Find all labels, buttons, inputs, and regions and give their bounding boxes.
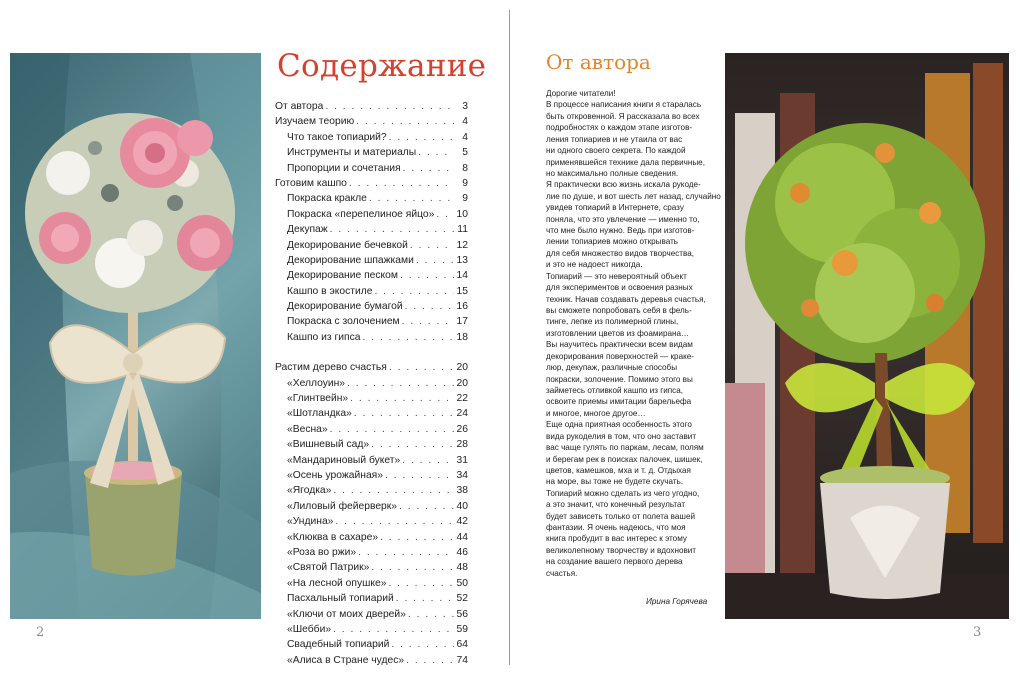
toc-entry-label: «Ягодка» (287, 485, 332, 497)
contents-title: Содержание (277, 48, 487, 84)
toc-entry (275, 376, 468, 391)
toc-leader-dots (405, 299, 454, 314)
toc-entry (275, 453, 468, 468)
topiary-rose-photo (10, 53, 261, 619)
toc-entry-page: 20 (456, 362, 468, 374)
toc-entry (275, 130, 468, 145)
toc-entry-label: Покраска кракле (287, 193, 367, 205)
toc-entry-page: 14 (456, 270, 468, 282)
author-text-line: вы сможете попробовать себя в фель- (546, 306, 692, 316)
toc-leader-dots (362, 330, 454, 345)
toc-entry-label: Что такое топиарий? (287, 131, 387, 143)
toc-entry-label: «Шотландка» (287, 408, 352, 420)
author-signature: Ирина Горячева (646, 597, 708, 606)
author-text-line: для экспериментов и освоения разных (546, 283, 693, 293)
book-gutter (509, 10, 510, 665)
toc-leader-dots (396, 591, 454, 606)
toc-entry-page: 59 (456, 623, 468, 635)
toc-entry-label: «Святой Патрик» (287, 562, 370, 574)
toc-entry-page: 50 (456, 577, 468, 589)
author-text-line: Топиарий — это невероятный объект (546, 271, 687, 281)
toc-leader-dots (330, 422, 454, 437)
toc-leader-dots (333, 483, 454, 498)
toc-entry-label: Растим дерево счастья (275, 362, 387, 374)
toc-entry (275, 268, 468, 283)
author-text-line: ни одного своего секрета. По каждой (546, 146, 686, 156)
toc-leader-dots (418, 145, 454, 160)
toc-entry (275, 114, 468, 129)
toc-entry-label: «Клюква в сахаре» (287, 531, 379, 543)
author-text-line: лие по душе, и вот шесть лет назад, случайно (546, 191, 721, 201)
toc-entry-label: Инструменты и материалы (287, 147, 417, 159)
toc-entry-page: 46 (456, 546, 468, 558)
toc-entry-page: 22 (456, 393, 468, 405)
author-text-line: быть откровенной. Я рассказала во всех (546, 111, 700, 121)
author-text-line: освоите приемы имитации барельефа (546, 397, 692, 407)
toc-entry-label: «Алиса в Стране чудес» (287, 654, 405, 666)
toc-leader-dots (385, 468, 454, 483)
toc-leader-dots (403, 161, 454, 176)
toc-entry (275, 222, 468, 237)
author-text-line: и многое, многое другое… (546, 408, 646, 418)
toc-entry-page: 9 (462, 193, 468, 205)
toc-entry-page: 15 (456, 285, 468, 297)
author-text-line: на создание вашего первого дерева (546, 557, 683, 567)
toc-entry-label: «Весна» (287, 423, 328, 435)
toc-entry-page: 5 (462, 147, 468, 159)
toc-leader-dots (349, 176, 454, 191)
toc-entry-label: Покраска «перепелиное яйцо» (287, 208, 435, 220)
toc-leader-dots (389, 360, 454, 375)
toc-entry (275, 284, 468, 299)
toc-leader-dots (356, 114, 454, 129)
toc-entry-label: «Вишневый сад» (287, 439, 370, 451)
toc-leader-dots (400, 268, 454, 283)
toc-entry-page: 3 (462, 101, 468, 112)
toc-entry (275, 314, 468, 329)
toc-entry-page: 31 (456, 454, 468, 466)
toc-entry-label: Декорирование бумагой (287, 301, 403, 313)
toc-entry (275, 560, 468, 575)
toc-leader-dots (325, 99, 454, 114)
toc-entry-page: 24 (456, 408, 468, 420)
toc-entry-page: 44 (456, 531, 468, 543)
toc-entry-label: Кашпо из гипса (287, 331, 361, 343)
toc-leader-dots (389, 130, 454, 145)
author-text-line: великолепному творчеству и вдохновит (546, 545, 697, 555)
author-text-line: на море, вы тоже не будете скучать. (546, 477, 684, 487)
author-text-line: лении топиариев можно открывать (546, 237, 679, 247)
author-text-line: покраски, золочение. Помимо этого вы (546, 374, 693, 384)
toc-entry (275, 653, 468, 668)
toc-entry (275, 330, 468, 345)
author-text-line: фантазии. Я очень надеюсь, что моя (546, 523, 686, 533)
author-text-line: тинге, лепке из полимерной глины, (546, 317, 679, 327)
author-text-line: вида рукоделия в том, что оно заставит (546, 431, 697, 441)
toc-entry-page: 4 (462, 131, 468, 143)
toc-entry (275, 161, 468, 176)
toc-leader-dots (358, 545, 454, 560)
toc-entry-page: 18 (456, 331, 468, 343)
toc-entry-label: Пасхальный топиарий (287, 593, 394, 605)
toc-entry-page: 26 (456, 423, 468, 435)
toc-entry-page: 12 (456, 239, 468, 251)
toc-entry (275, 191, 468, 206)
author-text-line: а это значит, что конечный результат (546, 500, 686, 510)
author-text-line: подробностях о каждом этапе изготов- (546, 123, 693, 133)
toc-leader-dots (347, 376, 454, 391)
toc-leader-dots (335, 514, 454, 529)
toc-entry (275, 391, 468, 406)
toc-entry-label: Покраска с золочением (287, 316, 400, 328)
author-text-line: Топиарий можно сделать из чего угодно, (546, 488, 700, 498)
author-text-line: Я практически всю жизнь искала рукоде- (546, 180, 701, 190)
toc-entry-label: «Шебби» (287, 623, 332, 635)
toc-leader-dots (402, 314, 454, 329)
toc-leader-dots (408, 607, 454, 622)
author-text-line: книга пробудит в вас интерес к этому (546, 534, 687, 544)
author-text-line: для себя множество видов творчества, (546, 248, 695, 258)
toc-leader-dots (369, 191, 454, 206)
toc-entry-label: Свадебный топиарий (287, 639, 390, 651)
author-text-line: Вы научитесь практически всем видам (546, 340, 693, 350)
toc-entry-page: 52 (456, 593, 468, 605)
toc-entry-label: «Мандариновый букет» (287, 454, 401, 466)
toc-entry-label: Пропорции и сочетания (287, 162, 401, 174)
toc-entry-page: 11 (457, 224, 468, 236)
toc-entry (275, 437, 468, 452)
toc-entry-page: 20 (456, 377, 468, 389)
toc-leader-dots (350, 391, 454, 406)
toc-entry-label: Декорирование бечевкой (287, 239, 408, 251)
page-number-right: 3 (973, 625, 982, 640)
author-text-line: Еще одна приятная особенность этого (546, 420, 692, 430)
toc-leader-dots (330, 222, 454, 237)
toc-entry (275, 499, 468, 514)
toc-entry (275, 299, 468, 314)
toc-entry-page: 48 (456, 562, 468, 574)
author-text-line: счастья. (546, 568, 578, 578)
author-text-line: что мне было нужно. Ведь при изготов- (546, 226, 695, 236)
toc-entry-page: 74 (456, 654, 468, 666)
author-text-line: В процессе написания книги я старалась (546, 100, 702, 110)
author-section-title: От автора (546, 50, 651, 74)
toc-entry (275, 637, 468, 652)
toc-entry (275, 176, 468, 191)
toc-entry (275, 406, 468, 421)
toc-leader-dots (388, 576, 454, 591)
author-text-line: техник. Начав создавать деревья счастья, (546, 294, 706, 304)
toc-entry-page: 56 (456, 608, 468, 620)
toc-leader-dots (333, 622, 454, 637)
page-number-left: 2 (36, 625, 45, 640)
toc-entry-label: Готовим кашпо (275, 177, 347, 189)
toc-entry (275, 207, 468, 222)
toc-entry-page: 9 (462, 177, 468, 189)
topiary-berry-photo (725, 53, 1009, 619)
author-text-line: ления топиариев и не утаила от вас (546, 134, 683, 144)
green-topiary-illustration (725, 53, 1009, 619)
author-text-line: применявшейся технике дала первичные, (546, 157, 705, 167)
toc-entry (275, 483, 468, 498)
toc-entry-label: «Ключи от моих дверей» (287, 608, 406, 620)
toc-entry (275, 422, 468, 437)
toc-leader-dots (402, 453, 454, 468)
author-text-line: увидев топиарий в Интернете, сразу (546, 203, 684, 213)
toc-leader-dots (436, 207, 454, 222)
toc-entry-page: 64 (456, 639, 468, 651)
toc-entry-label: «Лиловый фейерверк» (287, 500, 398, 512)
toc-leader-dots (416, 253, 454, 268)
toc-entry-label: Декорирование песком (287, 270, 398, 282)
rose-topiary-illustration (10, 53, 261, 619)
toc-entry-page: 28 (456, 439, 468, 451)
toc-entry-page: 13 (456, 254, 468, 266)
toc-entry (275, 545, 468, 560)
toc-entry (275, 591, 468, 606)
toc-entry (275, 360, 468, 375)
toc-entry-label: Декорирование шпажками (287, 254, 414, 266)
toc-entry (275, 622, 468, 637)
left-page (0, 0, 509, 673)
toc-entry-label: «Осень урожайная» (287, 469, 383, 481)
toc-entry-label: Кашпо в экостиле (287, 285, 373, 297)
toc-entry-page: 40 (456, 500, 468, 512)
toc-leader-dots (371, 560, 454, 575)
toc-entry-label: От автора (275, 101, 324, 112)
toc-entry (275, 253, 468, 268)
toc-entry-page: 4 (462, 116, 468, 128)
table-of-contents (275, 99, 468, 668)
author-text-line: будет зависеть только от полета вашей (546, 511, 695, 521)
toc-entry-label: «Хеллоуин» (287, 377, 346, 389)
author-text-line: займетесь отливкой кашпо из гипса, (546, 385, 683, 395)
toc-leader-dots (391, 637, 454, 652)
toc-entry (275, 99, 468, 114)
toc-entry-page: 42 (456, 516, 468, 528)
toc-entry-label: «Роза во ржи» (287, 546, 357, 558)
author-text-line: но максимально полные сведения. (546, 168, 679, 178)
author-text-line: декорирования поверхностей — краке- (546, 351, 694, 361)
toc-entry (275, 468, 468, 483)
author-text-line: вас чаще гулять по паркам, лесам, полям (546, 443, 704, 453)
author-text-line: Дорогие читатели! (546, 89, 616, 98)
toc-leader-dots (354, 406, 454, 421)
toc-leader-dots (410, 238, 454, 253)
toc-entry-page: 10 (456, 208, 468, 220)
toc-entry-page: 16 (456, 301, 468, 313)
toc-entry-label: «Глинтвейн» (287, 393, 349, 405)
toc-entry (275, 238, 468, 253)
toc-leader-dots (374, 284, 454, 299)
right-page (511, 0, 1020, 673)
toc-entry-label: «На лесной опушке» (287, 577, 387, 589)
toc-leader-dots (406, 653, 454, 668)
author-text (546, 88, 721, 579)
author-text-line: и берегам рек в поисках палочек, шишек, (546, 454, 703, 464)
toc-entry (275, 607, 468, 622)
author-text-line: цветов, камешков, мха и т. д. Отдыхая (546, 465, 691, 475)
author-text-line: люр, декупаж, различные способы (546, 363, 678, 373)
toc-entry-label: «Ундина» (287, 516, 334, 528)
author-text-line: поняла, что это увлечение — именно то, (546, 214, 700, 224)
author-text-line: изготовлении цветов из фоамирана… (546, 328, 690, 338)
toc-leader-dots (371, 437, 454, 452)
toc-entry (275, 576, 468, 591)
toc-entry (275, 145, 468, 160)
toc-entry (275, 514, 468, 529)
toc-entry-page: 17 (456, 316, 468, 328)
toc-leader-dots (399, 499, 454, 514)
author-text-line: и это не надоест никогда. (546, 260, 643, 270)
toc-entry-page: 8 (462, 162, 468, 174)
toc-entry-page: 34 (456, 469, 468, 481)
toc-entry-page: 38 (456, 485, 468, 497)
toc-leader-dots (380, 530, 454, 545)
toc-entry (275, 530, 468, 545)
toc-entry-label: Изучаем теорию (275, 116, 355, 128)
toc-entry-label: Декупаж (287, 224, 328, 236)
